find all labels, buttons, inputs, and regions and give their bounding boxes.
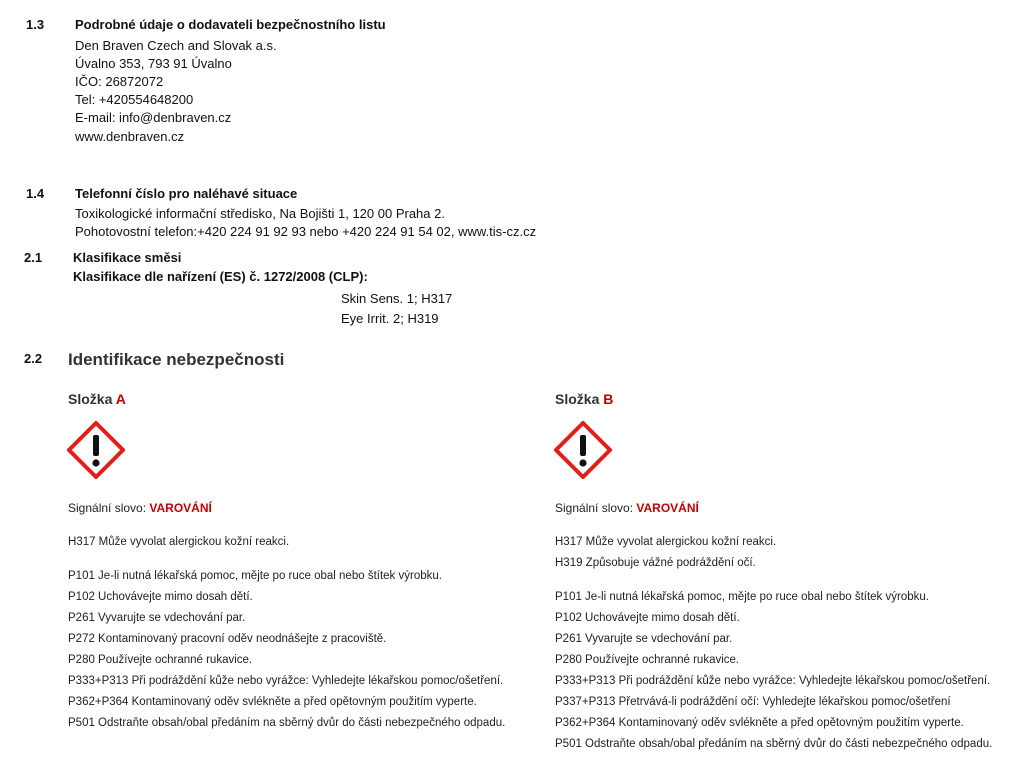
supplier-website[interactable]: www.denbraven.cz — [75, 129, 185, 144]
component-a-precaution-p101: P101 Je-li nutná lékařská pomoc, mějte po ruce obal nebo štítek výrobku. — [68, 570, 442, 582]
component-a-letter: A — [115, 391, 126, 407]
component-b-precaution-list — [555, 587, 992, 755]
component-a-precaution-p102: P102 Uchovávejte mimo dosah dětí. — [68, 591, 253, 603]
section-2-1-number: 2.1 — [24, 250, 43, 265]
component-b-signal-label: Signální slovo: — [555, 501, 637, 515]
component-b-precaution-p101: P101 Je-li nutná lékařská pomoc, mějte po ruce obal nebo štítek výrobku. — [555, 591, 929, 603]
component-b-hazard-list — [555, 532, 776, 574]
component-b-precaution-p280: P280 Používejte ochranné rukavice. — [555, 654, 740, 666]
section-1-4-title: Telefonní číslo pro naléhavé situace — [75, 186, 298, 201]
component-b-precaution-p501: P501 Odstraňte obsah/obal předáním na sběrný dvůr do části nebezpečného odpadu. — [555, 738, 993, 750]
exclamation-mark-pictogram-icon — [67, 421, 125, 479]
supplier-name: Den Braven Czech and Slovak a.s. — [75, 38, 277, 53]
exclamation-mark-pictogram-icon — [554, 421, 612, 479]
classification-eye-irrit: Eye Irrit. 2; H319 — [341, 311, 439, 326]
component-a-precaution-list — [68, 566, 505, 734]
component-b-precaution-p261: P261 Vyvarujte se vdechování par. — [555, 633, 733, 645]
supplier-phone: Tel: +420554648200 — [75, 92, 194, 107]
component-b-label: Složka — [555, 391, 604, 407]
section-1-4-number: 1.4 — [26, 186, 45, 201]
supplier-email[interactable]: E-mail: info@denbraven.cz — [75, 110, 232, 125]
emergency-phone: Pohotovostní telefon:+420 224 91 92 93 nebo +420 224 91 54 02, www.tis-cz.cz — [75, 224, 537, 239]
section-2-1-title: Klasifikace směsi — [73, 250, 182, 265]
component-a-label: Složka — [68, 391, 116, 407]
component-a-hazard-h317: H317 Může vyvolat alergickou kožní reakci. — [68, 536, 290, 548]
component-a-precaution-p362: P362+P364 Kontaminovaný oděv svlékněte a před opětovným použitím vyperte. — [68, 696, 477, 708]
component-a-precaution-p501: P501 Odstraňte obsah/obal předáním na sběrný dvůr do části nebezpečného odpadu. — [68, 717, 506, 729]
component-a-signal-label: Signální slovo: — [68, 501, 150, 515]
supplier-address: Úvalno 353, 793 91 Úvalno — [75, 56, 232, 71]
classification-skin-sens: Skin Sens. 1; H317 — [341, 291, 453, 306]
component-b-hazard-h319: H319 Způsobuje vážné podráždění očí. — [555, 557, 756, 569]
component-b-heading — [555, 391, 613, 407]
clp-classification-heading: Klasifikace dle nařízení (ES) č. 1272/2008 (CLP): — [73, 269, 368, 284]
component-b-signal-word — [555, 501, 699, 515]
section-2-2-title: Identifikace nebezpečnosti — [68, 350, 285, 369]
supplier-ico: IČO: 26872072 — [75, 74, 164, 89]
section-1-3-title: Podrobné údaje o dodavateli bezpečnostního listu — [75, 17, 386, 32]
component-b-letter: B — [603, 391, 614, 407]
component-a-precaution-p333: P333+P313 Při podráždění kůže nebo vyrážce: Vyhledejte lékařskou pomoc/ošetření. — [68, 675, 504, 687]
component-a-precaution-p272: P272 Kontaminovaný pracovní oděv neodnášejte z pracoviště. — [68, 633, 387, 645]
component-a-signal-value: VAROVÁNÍ — [149, 501, 212, 515]
section-1-3-number: 1.3 — [26, 17, 45, 32]
component-a-signal-word — [68, 501, 212, 515]
section-2-2-number: 2.2 — [24, 351, 43, 366]
component-a-precaution-p280: P280 Používejte ochranné rukavice. — [68, 654, 253, 666]
component-b-hazard-h317: H317 Může vyvolat alergickou kožní reakci. — [555, 536, 777, 548]
component-a-hazard-list — [68, 532, 289, 553]
component-b-precaution-p102: P102 Uchovávejte mimo dosah dětí. — [555, 612, 740, 624]
emergency-centre: Toxikologické informační středisko, Na Bojišti 1, 120 00 Praha 2. — [75, 206, 445, 221]
component-a-heading — [68, 391, 126, 407]
component-a-precaution-p261: P261 Vyvarujte se vdechování par. — [68, 612, 246, 624]
component-b-signal-value: VAROVÁNÍ — [636, 501, 699, 515]
component-b-precaution-p333: P333+P313 Při podráždění kůže nebo vyrážce: Vyhledejte lékařskou pomoc/ošetření. — [555, 675, 991, 687]
component-b-precaution-p337: P337+P313 Přetrvává-li podráždění očí: Vyhledejte lékařskou pomoc/ošetření — [555, 696, 951, 708]
component-b-precaution-p362: P362+P364 Kontaminovaný oděv svlékněte a před opětovným použitím vyperte. — [555, 717, 964, 729]
